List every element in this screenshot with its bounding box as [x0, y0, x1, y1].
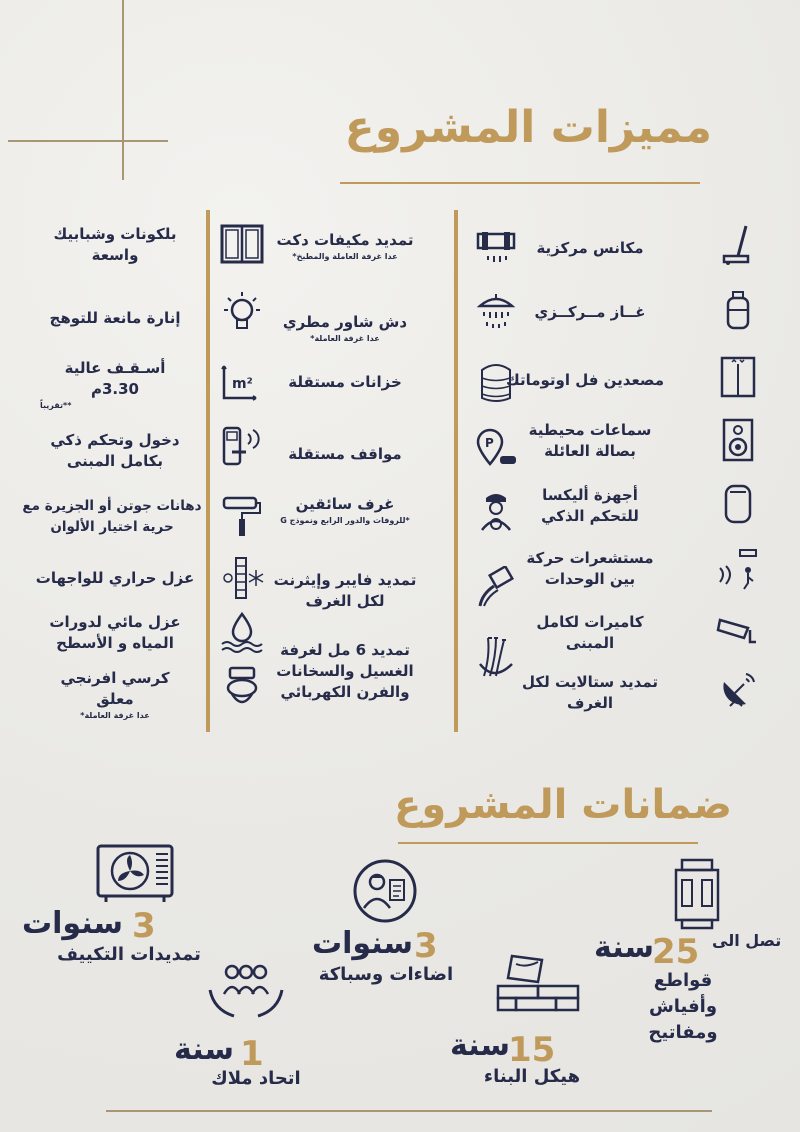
driver-icon — [474, 488, 518, 532]
guarantee-25-unit: سنة — [594, 930, 654, 965]
window-icon — [220, 222, 264, 266]
speaker-icon — [716, 418, 760, 462]
feature-alexa: أجهزة أليكسا للتحكم الذكي — [541, 486, 639, 525]
feature-balconies-windows: بلكونات وشبابيك واسعة — [53, 225, 177, 264]
guarantee-3b-number: 3 — [132, 906, 156, 946]
feature-motion-sensors: مستشعرات حركة بين الوحدات — [526, 549, 654, 588]
water-tank-icon — [474, 360, 518, 404]
guarantee-3b-desc: تمديدات التكييف — [57, 944, 201, 965]
page-title: مميزات المشروع — [344, 102, 712, 153]
feature-driver-rooms: غرف سائقين *للروفات والدور الرابع ونموذج G — [280, 495, 410, 525]
feature-central-gas: غــاز مــركــزي — [534, 303, 646, 321]
area-m2-icon — [220, 358, 264, 402]
feature-wall-hung-toilet: كرسي افرنجي معلق عدا غرفة العاملة* — [60, 669, 170, 720]
technician-icon — [352, 858, 418, 928]
guarantee-15-number: 15 — [508, 1030, 556, 1070]
svg-text:P: P — [485, 436, 494, 450]
guarantees-title: ضمانات المشروع — [394, 782, 732, 828]
toilet-icon — [220, 666, 264, 710]
guarantee-3a-unit: سنوات — [312, 926, 413, 961]
motion-sensor-icon — [716, 546, 760, 590]
feature-6mm-wiring: تمديد 6 مل لغرفة الغسيل والسخانات والفرن الكهربائي — [276, 641, 414, 701]
guarantee-1-desc: اتحاد ملاك — [211, 1068, 301, 1089]
water-insulation-icon — [220, 610, 264, 654]
guarantees-underline — [398, 842, 698, 844]
title-underline — [340, 182, 700, 184]
breaker-icon — [672, 858, 722, 934]
feature-high-ceilings: أسـقـف عالية 3.30م **تقريباً — [40, 359, 166, 410]
vacuum-icon — [716, 222, 760, 266]
feature-duct-ac: تمديد مكيفات دكت عدا غرفة العاملة والمطبخ* — [276, 231, 414, 261]
feature-independent-tanks: خزانات مستقلة — [288, 373, 402, 391]
community-icon — [208, 962, 284, 1026]
feature-cameras: كاميرات لكامل المبنى — [536, 613, 644, 652]
guarantee-25-desc: قواطع وأفياش ومفاتيح — [648, 970, 718, 1043]
feature-rain-shower: دش شاور مطري عدا غرفة العاملة* — [282, 313, 408, 343]
duct-ac-icon — [474, 228, 518, 272]
cable-icon — [474, 634, 518, 678]
feature-water-insulation: عزل مائي لدورات المياه و الأسطح — [49, 613, 181, 652]
feature-fiber-ethernet: تمديد فايبر وإيثرنت لكل الغرف — [273, 571, 417, 610]
lightbulb-icon — [220, 290, 264, 334]
guarantee-1-number: 1 — [240, 1034, 264, 1074]
feature-surround-speakers: سماعات محيطية بصالة العائلة — [528, 421, 652, 460]
rain-shower-icon — [474, 292, 518, 336]
thermal-insulation-icon — [220, 556, 264, 600]
corner-line-vertical — [122, 0, 124, 180]
feature-satellite: تمديد ستالايت لكل الغرف — [521, 673, 659, 712]
guarantee-3a-number: 3 — [414, 926, 438, 966]
satellite-dish-icon — [716, 668, 760, 712]
cctv-camera-icon — [716, 608, 760, 652]
gas-cylinder-icon — [716, 288, 760, 332]
feature-smart-access: دخول وتحكم ذكي بكامل المبنى — [50, 431, 180, 470]
guarantee-3b-unit: سنوات — [22, 906, 123, 941]
guarantee-prefix: تصل الى — [712, 931, 782, 950]
svg-text:m²: m² — [232, 376, 253, 392]
paint-roller-icon — [220, 494, 264, 538]
guarantee-3a-desc: اضاءات وسباكة — [318, 964, 454, 985]
ac-unit-icon — [96, 842, 176, 908]
smart-lock-icon — [220, 424, 264, 468]
feature-independent-parking: مواقف مستقلة — [288, 445, 402, 463]
guarantee-15-desc: هيكل البناء — [483, 1066, 581, 1087]
bottom-divider — [106, 1110, 712, 1112]
feature-elevators: مصعدين فل اوتوماتك — [505, 371, 664, 389]
guarantee-1-unit: سنة — [174, 1032, 234, 1067]
guarantee-15-unit: سنة — [450, 1028, 510, 1063]
parking-icon — [474, 428, 518, 472]
bricks-icon — [494, 952, 584, 1020]
guarantee-25-number: 25 — [652, 932, 700, 972]
elevator-icon — [716, 354, 760, 398]
column-divider-right — [454, 210, 458, 732]
feature-central-vacuum: مكانس مركزية — [536, 239, 644, 257]
feature-thermal-insulation: عزل حراري للواجهات — [35, 569, 195, 587]
smart-speaker-icon — [716, 482, 760, 526]
ethernet-icon — [474, 566, 518, 610]
feature-paints: دهانات جوتن أو الجزيرة مع حرية اختيار الألوان — [22, 498, 202, 535]
feature-anti-glare-lighting: إنارة مانعة للتوهج — [49, 309, 181, 327]
column-divider-left — [206, 210, 210, 732]
corner-line-horizontal — [8, 140, 168, 142]
